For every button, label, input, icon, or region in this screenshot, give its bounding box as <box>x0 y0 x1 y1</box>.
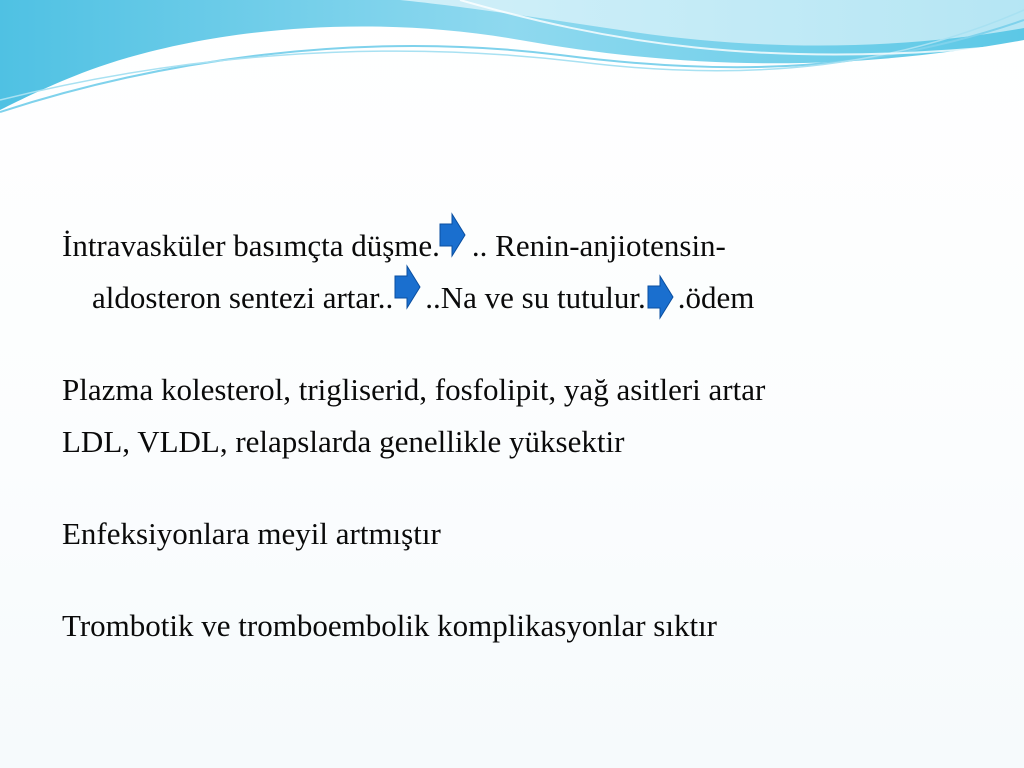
slide-body <box>62 220 992 652</box>
text-segment: İntravasküler basımçta düşme. <box>62 228 440 263</box>
paragraph-thrombosis: Trombotik ve tromboembolik komplikasyonlar sıktır <box>62 608 717 643</box>
text-segment: ..Na ve su tutulur. <box>425 280 646 315</box>
right-arrow-icon <box>395 286 423 316</box>
paragraph-edema-mechanism <box>62 220 992 324</box>
paragraph-line-1 <box>62 220 992 272</box>
text-segment: .ödem <box>677 280 755 315</box>
paragraph-line-2 <box>62 272 992 324</box>
paragraph-ldl: LDL, VLDL, relapslarda genellikle yüksektir <box>62 424 625 459</box>
paragraph-lipids: Plazma kolesterol, trigliserid, fosfolipit, yağ asitleri artar <box>62 372 766 407</box>
header-wave-decoration <box>0 0 1024 130</box>
right-arrow-icon <box>648 286 676 316</box>
right-arrow-icon <box>442 234 470 264</box>
text-segment: .. Renin-anjiotensin- <box>471 228 726 263</box>
text-segment: aldosteron sentezi artar.. <box>92 280 394 315</box>
paragraph-infection: Enfeksiyonlara meyil artmıştır <box>62 516 441 551</box>
